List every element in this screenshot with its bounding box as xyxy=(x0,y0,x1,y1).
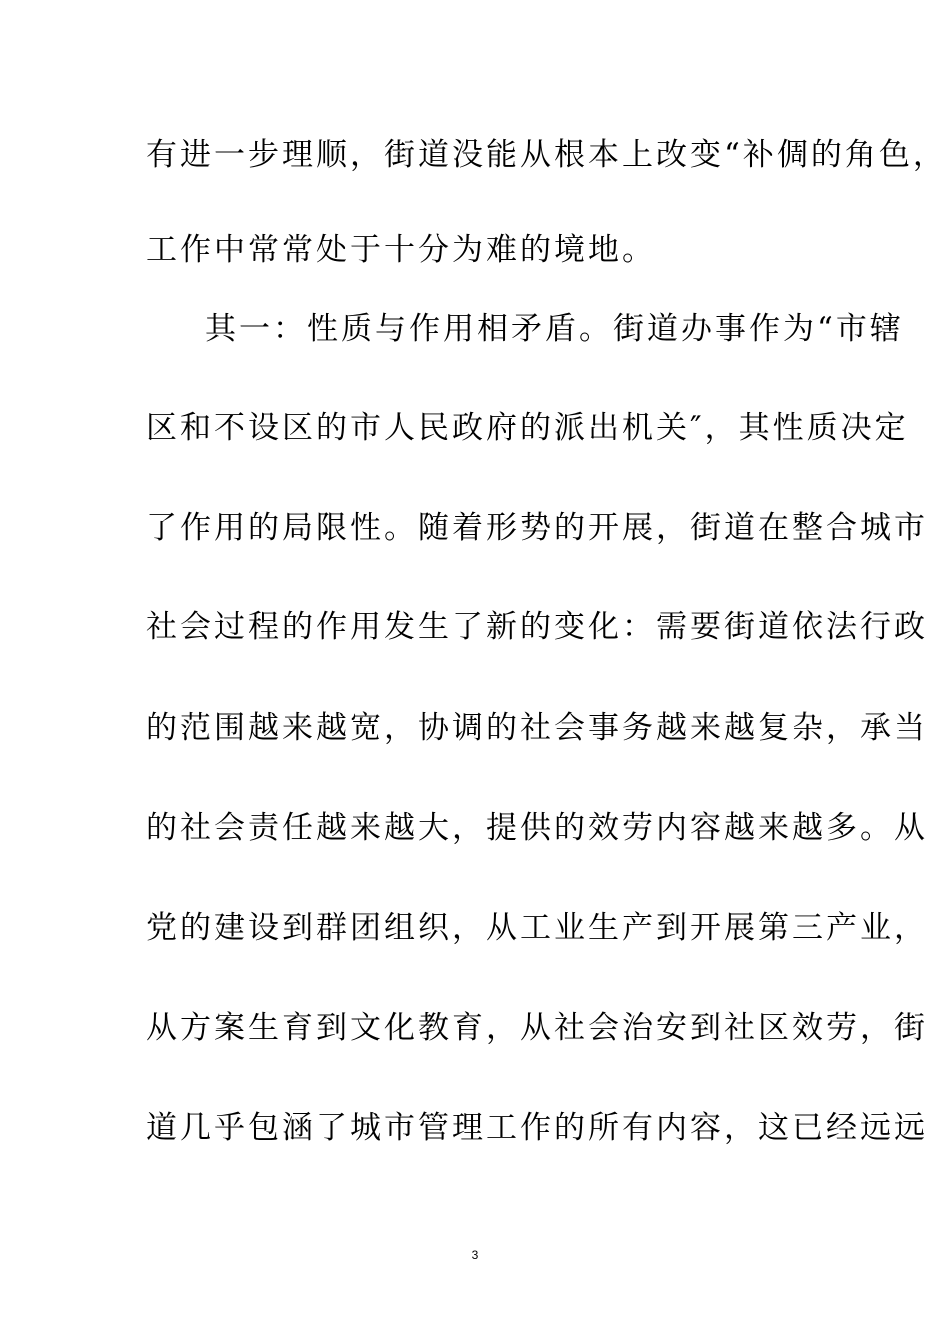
text-line-8: 的社会责任越来越大，提供的效劳内容越来越多。从 xyxy=(146,810,928,846)
text-line-1: 有进一步理顺，街道没能从根本上改变“补倜的角色， xyxy=(146,137,947,173)
text-line-9: 党的建设到群团组织，从工业生产到开展第三产业， xyxy=(146,910,928,946)
text-line-4: 区和不设区的市人民政府的派出机关″，其性质决定 xyxy=(146,410,909,446)
text-line-11: 道几乎包涵了城市管理工作的所有内容，这已经远远 xyxy=(146,1110,928,1146)
text-line-10: 从方案生育到文化教育，从社会治安到社区效劳，街 xyxy=(146,1010,928,1046)
text-line-2: 工作中常常处于十分为难的境地。 xyxy=(146,232,656,268)
text-line-6: 社会过程的作用发生了新的变化：需要街道依法行政 xyxy=(146,609,928,645)
text-line-3: 其一：性质与作用相矛盾。街道办事作为“市辖 xyxy=(205,311,904,347)
text-line-5: 了作用的局限性。随着形势的开展，街道在整合城市 xyxy=(146,510,928,546)
text-line-7: 的范围越来越宽，协调的社会事务越来越复杂，承当 xyxy=(146,710,928,746)
page-number: 3 xyxy=(471,1248,479,1262)
